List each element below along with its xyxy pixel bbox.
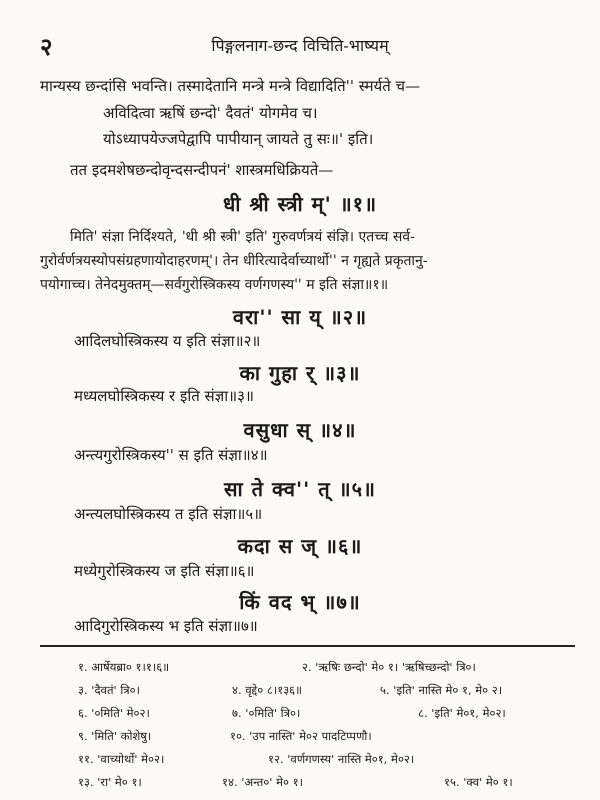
commentary-line: आदिलघोस्त्रिकस्य य इति संज्ञा॥२॥ (74, 332, 261, 350)
sutra-heading: का गुहा र् ॥३॥ (239, 361, 361, 385)
verse-line: अविदित्वा ऋषिं छन्दो' दैवतं' योगमेव च। (103, 104, 318, 122)
footnote: २. 'ऋषिः छन्दो' मे० १। 'ऋषिच्छन्दो' त्रि०। (302, 660, 476, 674)
verse-line: योऽध्यापयेज्जपेद्वापि पापीयान् जायते तु सः॥' इति। (103, 130, 374, 148)
footnote: ४. वृद्दे० ८।१३६॥ (232, 683, 303, 697)
commentary-line: आदिगुरोस्त्रिकस्य भ इति संज्ञा॥७॥ (74, 617, 258, 635)
footnote: ३. 'दैवतं' त्रि०। (78, 683, 140, 697)
footnote: १४. 'अन्त०' मे० १। (222, 775, 303, 789)
footnote: १५. 'क्व' मे० १। (444, 775, 513, 789)
footnote: ११. 'वाच्योर्थो' मे०२। (78, 752, 165, 766)
running-title: पिङ्गलनाग-छन्द विचिति-भाष्यम् (211, 36, 389, 55)
commentary-line: मध्यलघोस्त्रिकस्य र इति संज्ञा॥३॥ (74, 387, 254, 405)
page-number: २ (40, 32, 53, 61)
sutra-heading: कदा स ज् ॥६॥ (237, 534, 363, 558)
page-header (40, 30, 560, 60)
footnote: १२. 'वर्णगणस्य' नास्ति मे०१, मे०२। (268, 752, 415, 766)
sutra-heading: सा ते क्व'' त् ॥५॥ (224, 477, 376, 501)
commentary-line: अन्त्यगुरोस्त्रिकस्य'' स इति संज्ञा॥४॥ (74, 446, 268, 464)
footnote: ७. '०मिति' त्रि०। (232, 706, 301, 720)
footnote: ९. 'मिति' कोशेषु। (78, 729, 152, 743)
body-line: मान्यस्य छन्दांसि भवन्ति। तस्मादेतानि मन्त्रे मन्त्रे विद्यादिति'' स्मर्यते च— (40, 77, 421, 95)
commentary-line: गुरोर्वर्णत्रयस्योपसंग्रहणायोदाहरणम्'। तेन धीरित्यादेर्वाच्यार्थो'' न गृह्यते प्रकृतानु- (40, 253, 428, 269)
footnote: १०. 'उप नास्ति' मे०२ पादटिप्पणौ। (230, 729, 372, 743)
footnote-divider (40, 645, 575, 647)
commentary-line: मध्येगुरोस्त्रिकस्य ज इति संज्ञा॥६॥ (74, 562, 255, 580)
sutra-heading: वसुधा स् ॥४॥ (243, 418, 357, 442)
footnote: ५. 'इति' नास्ति मे० १, मे० २। (380, 683, 503, 697)
footnote: १. आर्षेयब्रा० १।१।६॥ (78, 660, 170, 674)
footnote: १३. 'रा' मे० १। (78, 775, 142, 789)
commentary-line: पयोगाच्च। तेनेदमुक्तम्—सर्वगुरोस्त्रिकस्य वर्णगणस्य'' म इति संज्ञा॥१॥ (40, 277, 389, 293)
footnote: ६. '०मिति' मे०२। (78, 706, 150, 720)
footnote: ८. 'इति' मे०१, मे०२। (418, 706, 506, 720)
sutra-heading: धी श्री स्त्री म्' ॥१॥ (222, 192, 378, 216)
sutra-heading: किं वद भ् ॥७॥ (239, 590, 361, 614)
commentary-line: मिति' संज्ञा निर्दिश्यते, 'धी श्री स्त्री' इति' गुरुवर्णत्रयं संज्ञि। एतच्च सर्व- (70, 229, 415, 245)
body-line: तत इदमशेषछन्दोवृन्दसन्दीपनं' शास्त्रमधिक्रियते— (70, 161, 334, 179)
sutra-heading: वरा'' सा य् ॥२॥ (232, 305, 368, 329)
commentary-line: अन्त्यलघोस्त्रिकस्य त इति संज्ञा॥५॥ (74, 505, 263, 523)
